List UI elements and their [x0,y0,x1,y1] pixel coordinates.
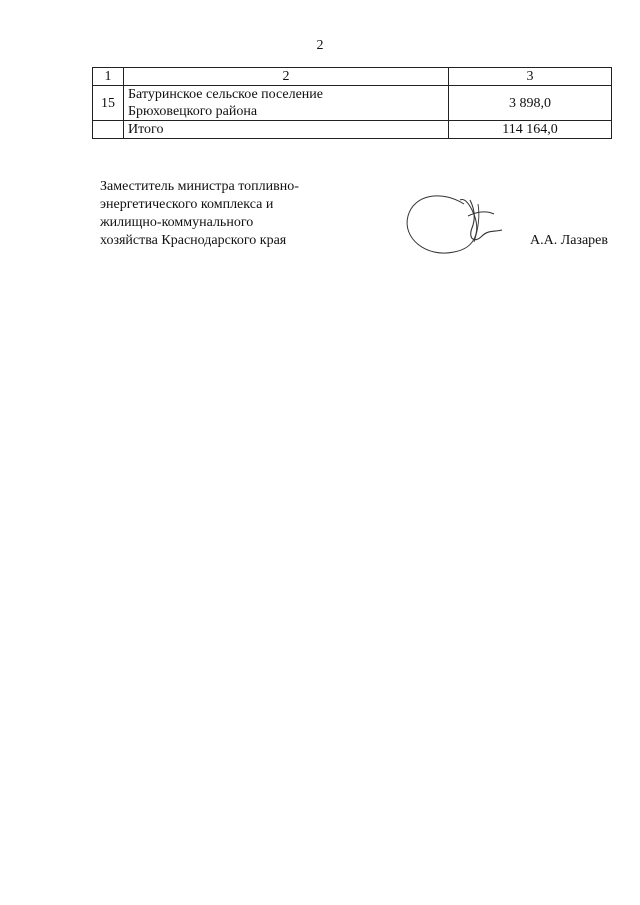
signer-position-line-4: хозяйства Краснодарского края [100,233,287,248]
row-name [124,86,449,121]
total-row [93,121,612,139]
header-col-1: 1 [93,68,124,86]
row-name-line-2: Брюховецкого района [128,104,258,119]
budget-table [92,67,612,139]
header-col-2: 2 [124,68,449,86]
table-header-row [93,68,612,86]
handwritten-signature [402,186,512,266]
signer-name: А.А. Лазарев [530,233,608,248]
signer-position-line-1: Заместитель министра топливно- [100,179,299,194]
header-col-3: 3 [449,68,612,86]
total-label: Итого [124,121,449,139]
row-number: 15 [93,86,124,121]
table-row [93,86,612,121]
total-number-cell [93,121,124,139]
row-amount: 3 898,0 [449,86,612,121]
signer-position-line-3: жилищно-коммунального [100,215,254,230]
row-name-line-1: Батуринское сельское поселение [128,87,323,102]
signer-position-line-2: энергетического комплекса и [100,197,274,212]
page-number: 2 [316,38,324,53]
total-amount: 114 164,0 [449,121,612,139]
signer-position [100,178,299,250]
